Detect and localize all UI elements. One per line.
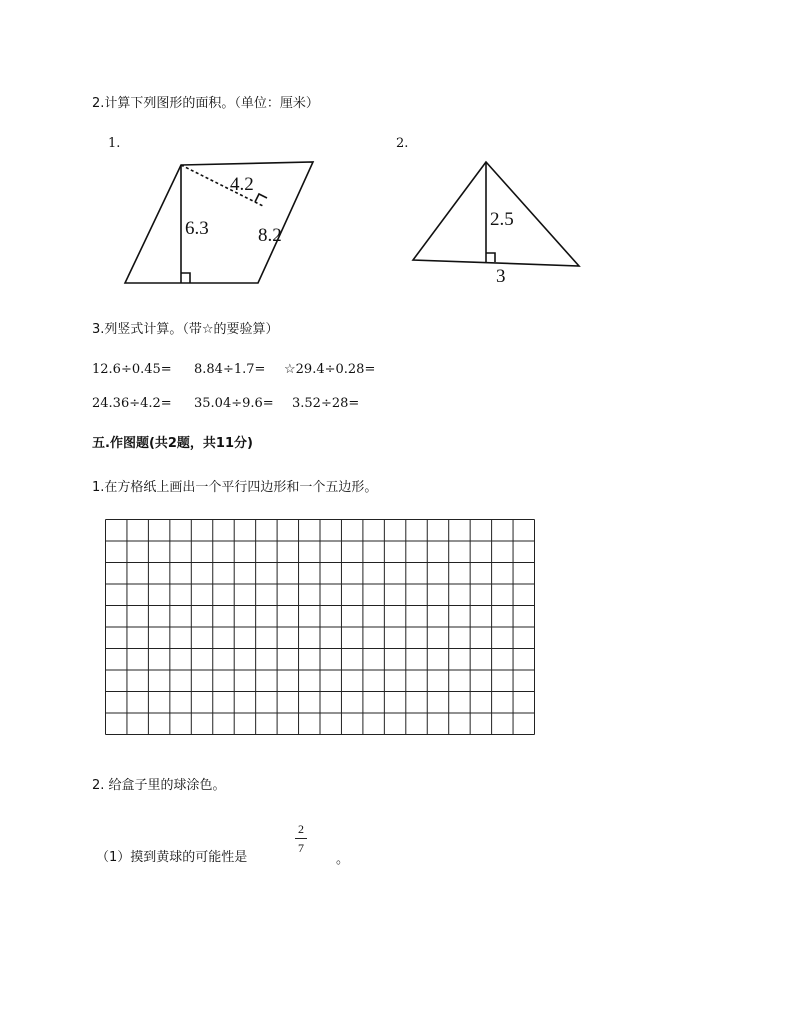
calc-r1-c3: ☆29.4÷0.28= [284, 362, 376, 377]
fig1-number: 1. [108, 136, 121, 151]
triangle-shape [413, 162, 579, 266]
fig1-height-label: 6.3 [185, 218, 209, 239]
fig2-base-label: 3 [496, 266, 506, 287]
calc-r1-c2: 8.84÷1.7= [194, 362, 266, 377]
right-angle-mark-bottom [181, 273, 190, 283]
calc-r2-c2: 35.04÷9.6= [194, 396, 274, 411]
calc-r2-c3: 3.52÷28= [292, 396, 360, 411]
fraction-bar [295, 838, 307, 839]
probability-prefix: （1）摸到黄球的可能性是 [96, 850, 248, 865]
q3-title: 3.列竖式计算。（带☆的要验算） [92, 322, 279, 337]
right-angle-mark-side [255, 194, 267, 202]
q2-title: 2.计算下列图形的面积。（单位：厘米） [92, 96, 319, 111]
triangle-right-angle-mark [486, 253, 495, 262]
calc-r1-c1: 12.6÷0.45= [92, 362, 172, 377]
parallelogram-height2-line [181, 165, 263, 206]
fraction-numerator: 2 [298, 822, 304, 836]
parallelogram-shape [125, 162, 313, 283]
probability-suffix: 。 [336, 852, 350, 867]
section5-heading: 五.作图题(共2题，共11分) [92, 436, 253, 451]
fraction-denominator: 7 [298, 841, 304, 855]
s5-q1-text: 1.在方格纸上画出一个平行四边形和一个五边形。 [92, 480, 378, 495]
fig1-height2-label: 4.2 [230, 174, 254, 195]
grid-paper[interactable] [105, 519, 535, 735]
calc-r2-c1: 24.36÷4.2= [92, 396, 172, 411]
fig2-number: 2. [396, 136, 409, 151]
fig2-height-label: 2.5 [490, 209, 514, 230]
fig1-side-label: 8.2 [258, 225, 282, 246]
probability-fraction [293, 822, 309, 855]
s5-q2-text: 2. 给盒子里的球涂色。 [92, 778, 226, 793]
